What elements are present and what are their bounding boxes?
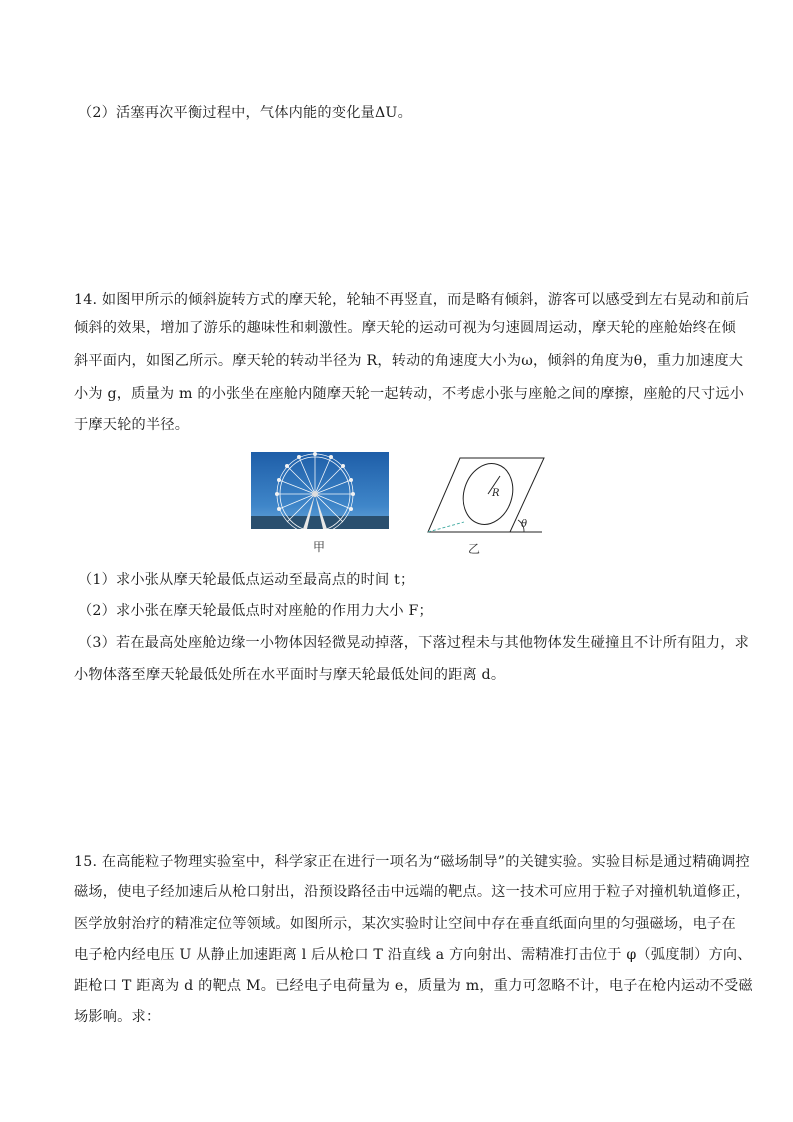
q14-part-3-cont: 小物体落至摩天轮最低处所在水平面时与摩天轮最低处间的距离 d。 <box>74 667 506 683</box>
tilted-plane-diagram <box>424 452 548 534</box>
q15-line-5: 距枪口 T 距离为 d 的靶点 M。已经电子电荷量为 e，质量为 m，重力可忽略不计，电子在枪内运动不受磁 <box>74 978 753 994</box>
q14-line-3: 斜平面内，如图乙所示。摩天轮的转动半径为 R，转动的角速度大小为ω，倾斜的角度为θ，重力加速度大 <box>74 353 744 369</box>
figure-caption-right: 乙 <box>468 542 481 556</box>
ferris-wheel-photo <box>251 452 389 529</box>
radius-label: R <box>492 488 500 499</box>
q15-line-1: 15. 在高能粒子物理实验室中，科学家正在进行一项名为“磁场制导”的关键实验。实验目标是通过精确调控 <box>74 854 750 870</box>
figure-caption-left: 甲 <box>313 540 326 554</box>
q14-line-2: 倾斜的效果，增加了游乐的趣味性和刺激性。摩天轮的运动可视为匀速圆周运动，摩天轮的座舱始终在倾 <box>74 320 736 336</box>
q15-line-3: 医学放射治疗的精准定位等领域。如图所示，某次实验时让空间中存在垂直纸面向里的匀强磁场，电子在 <box>74 916 736 932</box>
q14-line-4: 小为 g，质量为 m 的小张坐在座舱内随摩天轮一起转动，不考虑小张与座舱之间的摩擦，座舱的尺寸远小 <box>74 386 745 402</box>
q13-part2: （2）活塞再次平衡过程中，气体内能的变化量ΔU。 <box>78 105 412 121</box>
theta-label: θ <box>521 519 528 530</box>
q14-line-5: 于摩天轮的半径。 <box>74 417 190 433</box>
q14-part-3: （3）若在最高处座舱边缘一小物体因轻微晃动掉落，下落过程未与其他物体发生碰撞且不计所有阻力，求 <box>78 635 750 651</box>
q14-line-1: 14. 如图甲所示的倾斜旋转方式的摩天轮，轮轴不再竖直，而是略有倾斜，游客可以感受到左右晃动和前后 <box>74 292 750 308</box>
q15-line-6: 场影响。求： <box>74 1009 161 1025</box>
q15-line-2: 磁场，使电子经加速后从枪口射出，沿预设路径击中远端的靶点。这一技术可应用于粒子对撞机轨道修正， <box>74 884 751 900</box>
q14-part-2: （2）求小张在摩天轮最低点时对座舱的作用力大小 F； <box>78 603 433 619</box>
q14-part-1: （1）求小张从摩天轮最低点运动至最高点的时间 t； <box>78 572 415 588</box>
q15-line-4: 电子枪内经电压 U 从静止加速距离 l 后从枪口 T 沿直线 a 方向射出、需精准打击位于 φ（弧度制）方向、 <box>74 947 752 963</box>
